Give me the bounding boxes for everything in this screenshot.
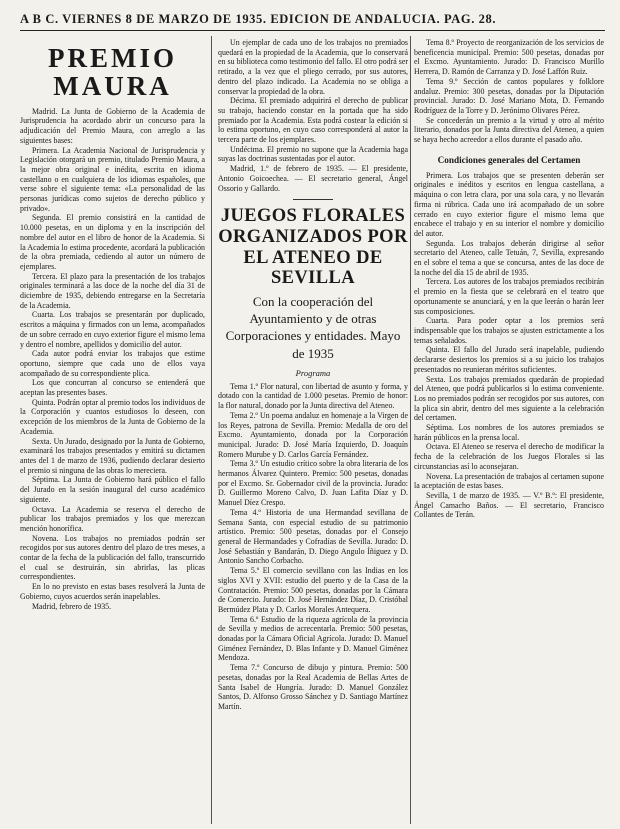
- article-title-juegos-florales: JUEGOS FLORALES ORGANIZADOS POR EL ATENEO DE SEVILLA: [218, 206, 408, 289]
- paragraph: Tema 1.º Flor natural, con libertad de asunto y forma, y dotado con la cantidad de 1.000 pesetas. Premio de honor: la flor natural, donado por la Junta directiva del Ateneo.: [218, 381, 408, 411]
- paragraph: Quinta. Podrán optar al premio todos los individuos de la Corporación y cuantos estudiosos lo deseen, con excepción de los miembros de la Junta de Gobierno de la Academia.: [20, 397, 205, 436]
- paragraph: Sexta. Los trabajos premiados quedarán de propiedad del Ateneo, que podrá publicarlos si lo estima conveniente. Los no premiados podrán ser recogidos por sus autores, con la plica sin abrir, dentro del mes siguiente a la celebración del certamen.: [414, 374, 604, 423]
- paragraph: Tema 2.º Un poema andaluz en homenaje a la Virgen de los Reyes, patrona de Sevilla. Premio: Medalla de oro del Excmo. Ayuntamiento, donada por la Corporación municipal. Jurado: D. José María Izquierdo, D. Joaquín Romero Murube y D. Carlos García Fernández.: [218, 410, 408, 459]
- paragraph: Tema 5.º El comercio sevillano con las Indias en los siglos XVI y XVII: estudio del puerto y de la Casa de la Contratación. Premio: 500 pesetas, donadas por la Cámara de Comercio. Jurado: D. José Hernández Díaz, D. Cristóbal Bermúdez Plata y D. Carlos Morales Antequera.: [218, 566, 408, 614]
- paragraph: Décima. El premiado adquirirá el derecho de publicar su trabajo, haciendo constar en la portada que ha sido premiado por la Academia. Esta podrá costear la edición si lo estima oportuno, en cuyo caso corresponderá al autor la tercera parte de los ejemplares.: [218, 96, 408, 145]
- section-divider: [293, 199, 333, 200]
- paragraph: Séptima. La Junta de Gobierno hará público el fallo del Jurado en la sesión inaugural del curso académico siguiente.: [20, 475, 205, 504]
- paragraph: Se concederán un premio a la virtud y otro al mérito literario, donados por la Junta directiva del Ateneo, a quien se haya hecho acreedor a ellos durante el pasado año.: [414, 115, 604, 145]
- paragraph: Séptima. Los nombres de los autores premiados se harán públicos en la prensa local.: [414, 423, 604, 442]
- paragraph: Sevilla, 1 de marzo de 1935. — V.º B.º: El presidente, Ángel Camacho Baños. — El secretario, Francisco Collantes de Terán.: [414, 490, 604, 520]
- paragraph: Tercera. El plazo para la presentación de los trabajos originales terminará a las doce de la noche del día 31 de diciembre de 1935, debiendo entregarse en la Secretaría de la Academia.: [20, 271, 205, 310]
- article-subtitle: Con la cooperación del Ayuntamiento y de otras Corporaciones y entidades. Mayo de 1935: [225, 294, 401, 361]
- program-label: Programa: [295, 367, 331, 378]
- paragraph: Novena. Los trabajos no premiados podrán ser recogidos por sus autores dentro del plazo de tres meses, a contar de la fecha de la publicación del fallo, transcurrido el cual se destruirán, sin abrirlas, las plicas correspondientes.: [20, 533, 205, 582]
- paragraph: Tema 3.º Un estudio crítico sobre la obra literaria de los hermanos Álvarez Quintero. Premio: 500 pesetas, donadas por el Excmo. Sr. Gobernador civil de la provincia. Jurado: D. Guillermo Moreno Calvo, D. Juan Lafita Díaz y D. Manuel Díez Crespo.: [218, 459, 408, 508]
- paragraph: Cuarta. Para poder optar a los premios será indispensable que los trabajos se ajusten estrictamente a los temas señalados.: [414, 316, 604, 345]
- paragraph: Un ejemplar de cada uno de los trabajos no premiados quedará en la propiedad de la Academia, que lo conservará en su biblioteca como testimonio del fallo. El otro podrá ser retirado, a la vez que el pliego cerrado, por sus autores, dentro del plazo indicado. La Academia no se obliga a conservar la propiedad de la obra.: [218, 38, 408, 96]
- conditions-heading: Condiciones generales del Certamen: [437, 154, 581, 165]
- paragraph: Madrid, febrero de 1935.: [32, 601, 112, 611]
- paragraph: Octava. El Ateneo se reserva el derecho de modificar la fecha de la celebración de los Juegos Florales si las circunstancias así lo aconsejaran.: [414, 442, 604, 471]
- column-1: [20, 38, 205, 824]
- paragraph: Madrid, 1.º de febrero de 1935. — El presidente, Antonio Goicoechea. — El secretario general, Ángel Ossorio y Gallardo.: [218, 164, 408, 193]
- paragraph: Cada autor podrá enviar los trabajos que estime oportuno, siempre que cada uno de ellos vaya acompañado de su correspondiente plica.: [20, 349, 205, 378]
- paragraph: Cuarta. Los trabajos se presentarán por duplicado, escritos a máquina y firmados con un lema, acompañados de un sobre cerrado en cuyo exterior figure el mismo lema y dentro el nombre, apellidos y domicilio del autor.: [20, 310, 205, 349]
- paragraph: En lo no previsto en estas bases resolverá la Junta de Gobierno, cuyos acuerdos serán inapelables.: [20, 582, 205, 601]
- paragraph: Tema 6.º Estudio de la riqueza agrícola de la provincia de Sevilla y medios de acrecentarla. Premio: 500 pesetas, donadas por la Cámara Oficial Agrícola. Jurado: D. Manuel Giménez Fernández, D. Blas Infante y D. Manuel Giménez Mendoza.: [218, 614, 408, 663]
- paragraph: Segunda. El premio consistirá en la cantidad de 10.000 pesetas, en un diploma y en la inscripción del nombre del autor en el libro de honor de la Academia. Si la Academia lo estima procedente, acordará la publicación de la obra premiada, cediendo al autor un número de ejemplares.: [20, 213, 205, 271]
- paragraph: Primera. Los trabajos que se presenten deberán ser originales e inéditos y escritos en lengua castellana, a máquina o con letra clara, por una sola cara, y no llevarán firma ni rúbrica. Cada uno irá acompañado de un sobre cerrado en cuyo exterior figure el mismo lema que encabece el trabajo y en su interior el nombre y domicilio del autor.: [414, 170, 604, 238]
- paragraph: Tema 9.º Sección de cantos populares y folklore andaluz. Premio: 300 pesetas, donadas por la Diputación provincial. Jurado: D. José Mariano Mota, D. Fernando Rodríguez de la Torre y D. Jerónimo Olivares Pérez.: [414, 76, 604, 115]
- paragraph: Novena. La presentación de trabajos al certamen supone la aceptación de estas bases.: [414, 471, 604, 491]
- paragraph: Tema 4.º Historia de una Hermandad sevillana de Semana Santa, con especial estudio de su patrimonio artístico. Premio: 500 pesetas, donadas por el Consejo general de Hermandades y Cofradías de Sevilla. Jurado: D. José Sebastián y Bandarán, D. Diego Angulo Íñiguez y D. Antonio Sancho Corbacho.: [218, 507, 408, 566]
- paragraph: Sexta. Un Jurado, designado por la Junta de Gobierno, examinará los trabajos presentados y emitirá su dictamen antes del 1 de marzo de 1936, pudiendo declarar desierto el premio si ninguna de las obras lo mereciera.: [20, 436, 205, 475]
- article-title-premio-maura: PREMIO MAURA: [48, 43, 177, 102]
- paragraph: Tercera. Los autores de los trabajos premiados recibirán el premio en la fiesta que se celebrará en el teatro que oportunamente se anunciará, y en la que leerán o harán leer sus composiciones.: [414, 277, 604, 316]
- paragraph: Octava. La Academia se reserva el derecho de publicar los trabajos premiados y los que merezcan mención honorífica.: [20, 504, 205, 533]
- paragraph: Primera. La Academia Nacional de Jurisprudencia y Legislación otorgará un premio, titulado Premio Maura, a la mejor obra original e inédita, escrita en idioma castellano o en cualquiera de los idiomas españoles, que verse sobre el siguiente tema: «La personalidad de las personas jurídicas como sujetos de derecho público y privado».: [20, 145, 205, 213]
- paragraph: Madrid. La Junta de Gobierno de la Academia de Jurisprudencia ha acordado abrir un concurso para la adjudicación del Premio Maura, con arreglo a las siguientes bases:: [20, 106, 205, 145]
- paragraph: Los que concurran al concurso se entenderá que aceptan las presentes bases.: [20, 378, 205, 398]
- paragraph: Tema 8.º Proyecto de reorganización de los servicios de beneficencia municipal. Premio: 500 pesetas, donadas por el Excmo. Ayuntamiento. Jurado: D. Francisco Murillo Herrera, D. Ramón de Carranza y D. José Laffón Ruiz.: [414, 38, 604, 77]
- header-rule: [20, 30, 605, 31]
- paragraph: Quinta. El fallo del Jurado será inapelable, pudiendo declararse desiertos los premios si a su juicio los trabajos presentados no reunieran méritos suficientes.: [414, 345, 604, 374]
- column-2: [218, 38, 408, 824]
- page-header: A B C. VIERNES 8 DE MARZO DE 1935. EDICION DE ANDALUCIA. PAG. 28.: [20, 12, 497, 26]
- paragraph: Tema 7.º Concurso de dibujo y pintura. Premio: 500 pesetas, donadas por la Real Academia de Bellas Artes de Santa Isabel de Hungría. Jurado: D. Manuel González Santos, D. Alfonso Grosso Sánchez y D. Santiago Martínez Martín.: [218, 663, 408, 711]
- column-3: [414, 38, 604, 824]
- column-divider-2: [410, 36, 411, 824]
- column-divider-1: [211, 36, 212, 824]
- paragraph: Undécima. El premio no supone que la Academia haga suyas las doctrinas sustentadas por el autor.: [218, 144, 408, 164]
- paragraph: Segunda. Los trabajos deberán dirigirse al señor secretario del Ateneo, calle Tetuán, 7, Sevilla, expresando en el sobre el tema a que se concursa, antes de las doce de la noche del día 15 de abril de 1935.: [414, 238, 604, 277]
